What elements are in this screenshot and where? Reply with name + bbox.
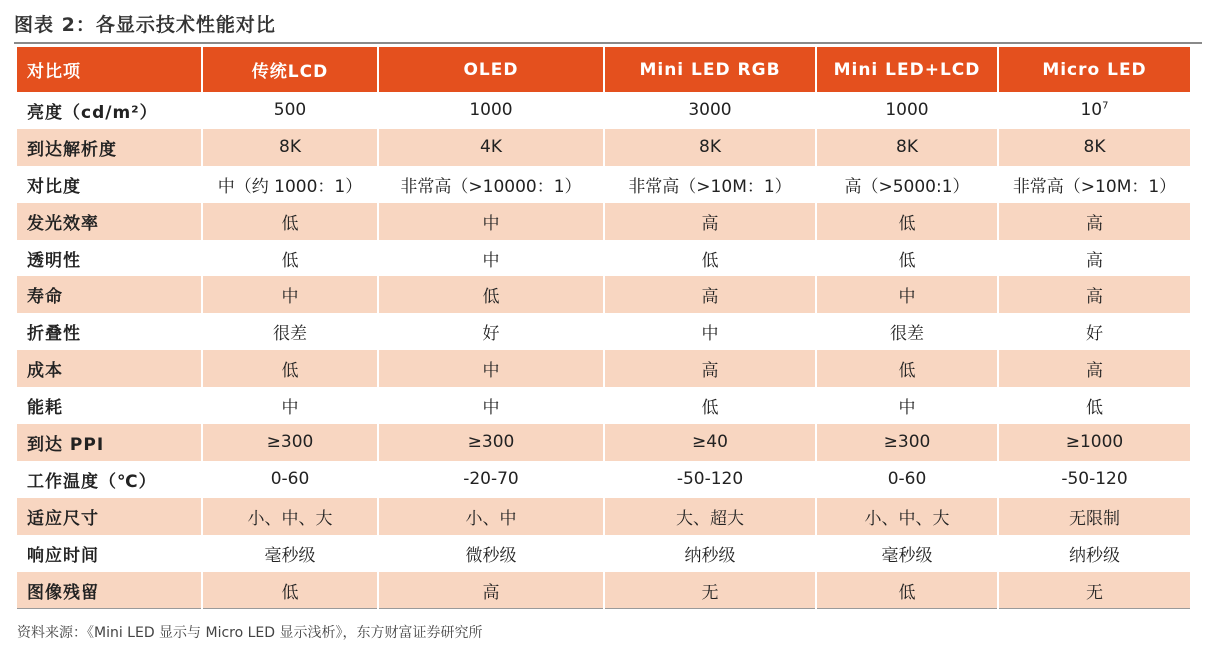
- table-cell: 8K: [604, 129, 816, 166]
- table-row: [17, 535, 1190, 572]
- table-row: [17, 313, 1190, 350]
- table-cell: 低: [202, 203, 378, 240]
- table-cell: 3000: [604, 92, 816, 129]
- table-cell: 大、超大: [604, 498, 816, 535]
- table-row: [17, 350, 1190, 387]
- table-cell: ≥300: [202, 424, 378, 461]
- table-cell: 低: [998, 387, 1190, 424]
- table-cell: 1000: [816, 92, 998, 129]
- table-cell: 低: [816, 572, 998, 609]
- table-cell: 毫秒级: [202, 535, 378, 572]
- table-cell: 中: [604, 313, 816, 350]
- table-cell: 很差: [816, 313, 998, 350]
- row-label: 响应时间: [17, 535, 202, 572]
- table-row: [17, 424, 1190, 461]
- table-cell: 非常高（>10M：1）: [604, 166, 816, 203]
- table-cell: 小、中、大: [816, 498, 998, 535]
- table-cell: 8K: [816, 129, 998, 166]
- table-cell: 高: [998, 350, 1190, 387]
- table-cell: 高: [604, 203, 816, 240]
- table-cell: 非常高（>10M：1）: [998, 166, 1190, 203]
- row-label: 亮度（cd/m²）: [17, 92, 202, 129]
- row-label: 折叠性: [17, 313, 202, 350]
- row-label: 对比度: [17, 166, 202, 203]
- table-cell: 高: [998, 203, 1190, 240]
- title-divider: [14, 42, 1202, 44]
- figure-title: 图表 2：各显示技术性能对比: [14, 14, 276, 36]
- table-cell: 中: [202, 276, 378, 313]
- table-cell: [998, 92, 1190, 129]
- table-cell: 4K: [378, 129, 604, 166]
- table-cell: 0-60: [202, 461, 378, 498]
- cell-value: 10: [1080, 100, 1103, 121]
- table-cell: 低: [816, 350, 998, 387]
- table-row: [17, 572, 1190, 609]
- row-label: 发光效率: [17, 203, 202, 240]
- table-row: [17, 387, 1190, 424]
- row-label: 寿命: [17, 276, 202, 313]
- table-row: [17, 92, 1190, 129]
- table-cell: 中: [816, 387, 998, 424]
- table-cell: 毫秒级: [816, 535, 998, 572]
- row-label: 工作温度（℃）: [17, 461, 202, 498]
- table-cell: 高: [604, 350, 816, 387]
- table-cell: -20-70: [378, 461, 604, 498]
- table-cell: 无: [604, 572, 816, 609]
- table-cell: 纳秒级: [604, 535, 816, 572]
- row-label: 到达 PPI: [17, 424, 202, 461]
- table-cell: 微秒级: [378, 535, 604, 572]
- table-cell: 低: [378, 276, 604, 313]
- table-cell: 500: [202, 92, 378, 129]
- table-cell: 中: [202, 387, 378, 424]
- header-cell: Micro LED: [998, 47, 1190, 92]
- table-row: [17, 498, 1190, 535]
- table-cell: ≥300: [378, 424, 604, 461]
- header-cell: 传统LCD: [202, 47, 378, 92]
- table-cell: 中: [378, 350, 604, 387]
- row-label: 成本: [17, 350, 202, 387]
- header-cell: 对比项: [17, 47, 202, 92]
- table-cell: 高（>5000:1）: [816, 166, 998, 203]
- table-cell: 高: [378, 572, 604, 609]
- header-cell: Mini LED+LCD: [816, 47, 998, 92]
- table-cell: 高: [998, 276, 1190, 313]
- table-cell: 0-60: [816, 461, 998, 498]
- table-cell: 低: [202, 350, 378, 387]
- table-cell: 小、中、大: [202, 498, 378, 535]
- table-header-row: [17, 47, 1190, 92]
- table-cell: 8K: [202, 129, 378, 166]
- table-cell: 低: [202, 240, 378, 277]
- table-row: [17, 461, 1190, 498]
- row-label: 能耗: [17, 387, 202, 424]
- table-cell: -50-120: [604, 461, 816, 498]
- table-cell: 中: [378, 387, 604, 424]
- table-cell: 小、中: [378, 498, 604, 535]
- table-cell: ≥40: [604, 424, 816, 461]
- table-row: [17, 166, 1190, 203]
- source-note: 资料来源：《Mini LED 显示与 Micro LED 显示浅析》，东方财富证券研究所: [17, 625, 483, 641]
- table-cell: ≥300: [816, 424, 998, 461]
- table-cell: 无: [998, 572, 1190, 609]
- row-label: 到达解析度: [17, 129, 202, 166]
- table-cell: 低: [604, 387, 816, 424]
- table-row: [17, 240, 1190, 277]
- table-cell: 低: [202, 572, 378, 609]
- table-cell: 中: [816, 276, 998, 313]
- table-cell: 很差: [202, 313, 378, 350]
- table-cell: 中（约 1000：1）: [202, 166, 378, 203]
- table-cell: 好: [998, 313, 1190, 350]
- table-cell: 高: [998, 240, 1190, 277]
- table-row: [17, 203, 1190, 240]
- table-cell: 中: [378, 203, 604, 240]
- table-cell: 非常高（>10000：1）: [378, 166, 604, 203]
- row-label: 适应尺寸: [17, 498, 202, 535]
- row-label: 图像残留: [17, 572, 202, 609]
- table-cell: 低: [604, 240, 816, 277]
- table-row: [17, 276, 1190, 313]
- table-cell: 中: [378, 240, 604, 277]
- table-cell: -50-120: [998, 461, 1190, 498]
- table-cell: 低: [816, 203, 998, 240]
- table-cell: 高: [604, 276, 816, 313]
- header-cell: OLED: [378, 47, 604, 92]
- superscript-exponent: 7: [1102, 100, 1109, 112]
- row-label: 透明性: [17, 240, 202, 277]
- table-cell: 无限制: [998, 498, 1190, 535]
- table-cell: 8K: [998, 129, 1190, 166]
- comparison-table: [17, 47, 1190, 609]
- table-cell: ≥1000: [998, 424, 1190, 461]
- table-cell: 好: [378, 313, 604, 350]
- table-cell: 纳秒级: [998, 535, 1190, 572]
- table-cell: 1000: [378, 92, 604, 129]
- table-row: [17, 129, 1190, 166]
- table-cell: 低: [816, 240, 998, 277]
- header-cell: Mini LED RGB: [604, 47, 816, 92]
